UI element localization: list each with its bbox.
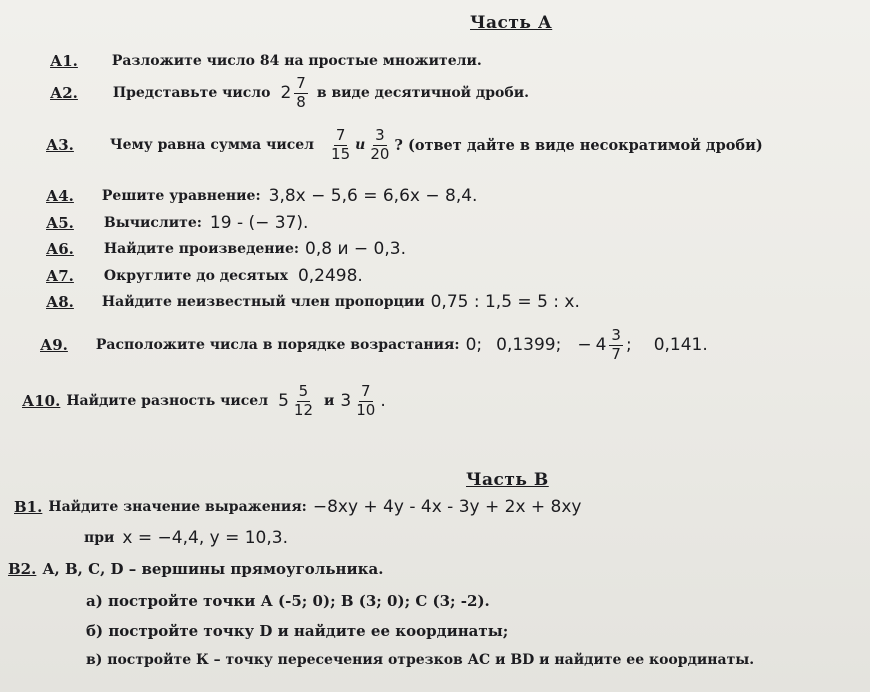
expression: −8xy + 4y - 4x - 3y + 2x + 8xy [312, 497, 582, 517]
task-b2-part-a [86, 592, 490, 610]
numerator: 7 [296, 74, 306, 92]
task-a2 [50, 76, 529, 111]
number: 0; [465, 335, 483, 356]
part-a-title: Часть А [470, 13, 553, 33]
task-text: Найдите значение выражения: [48, 499, 307, 515]
mixed-number-whole: 5 [278, 391, 289, 412]
task-text: Найдите неизвестный член пропорции [101, 294, 425, 310]
task-text: Расположите числа в порядке возрастания: [95, 337, 460, 354]
task-number: А3. [46, 136, 74, 155]
expression: 19 - (− 37). [209, 213, 309, 233]
task-number: А6. [46, 240, 74, 258]
task-number: А5. [46, 214, 74, 232]
fraction [292, 384, 315, 419]
number: 0,2498. [297, 266, 363, 286]
task-a9 [40, 328, 708, 363]
denominator: 20 [370, 144, 390, 163]
mixed-number-whole: 2 [280, 83, 292, 104]
numerator: 7 [360, 382, 371, 400]
task-text: в виде десятичной дроби. [316, 85, 529, 102]
task-a3 [46, 128, 763, 163]
task-b1-values [84, 528, 288, 548]
task-text: Найдите произведение: [103, 241, 300, 257]
task-number: А4. [46, 187, 74, 205]
mixed-number-whole: 4 [595, 335, 607, 356]
task-b2-part-b [86, 622, 508, 640]
subtask-text: в) постройте К – точку пересечения отрезков АС и ВD и найдите ее координаты. [86, 652, 755, 668]
denominator: 8 [296, 92, 306, 111]
fraction [368, 128, 391, 163]
fraction [354, 384, 377, 419]
part-b-title: Часть В [466, 470, 549, 490]
conjunction: и [324, 393, 335, 410]
expression: 0,8 и − 0,3. [305, 239, 406, 259]
fraction [329, 128, 352, 163]
fraction [609, 328, 623, 363]
proportion: 0,75 : 1,5 = 5 : x. [430, 292, 580, 312]
task-number: В1. [14, 498, 43, 516]
task-text: Разложите число 84 на простые множители. [111, 53, 482, 69]
task-a5 [46, 213, 308, 233]
numerator: 3 [375, 126, 385, 144]
number: 0,1399; [496, 335, 562, 356]
variable-values: x = −4,4, y = 10,3. [122, 528, 288, 548]
task-a1 [50, 52, 482, 70]
task-a8 [46, 292, 580, 312]
task-text: при [84, 530, 115, 546]
task-b1 [14, 497, 582, 517]
numerator: 3 [611, 326, 621, 344]
task-a4 [46, 186, 477, 206]
task-text: Чему равна сумма чисел [109, 137, 315, 154]
task-b2-part-c [86, 652, 754, 668]
task-number: А2. [50, 84, 78, 103]
numerator: 7 [335, 126, 346, 144]
task-b2 [8, 560, 383, 578]
period: . [380, 391, 386, 412]
conjunction: и [355, 137, 366, 154]
separator: ; [625, 335, 632, 356]
task-number: А1. [50, 52, 78, 70]
task-number: В2. [8, 560, 37, 578]
number: 0,141. [653, 335, 708, 356]
fraction [294, 76, 308, 111]
task-a6 [46, 239, 406, 259]
task-text: ? (ответ дайте в виде несократимой дроби) [394, 136, 763, 154]
numerator: 5 [298, 382, 309, 400]
denominator: 15 [331, 144, 351, 163]
task-a7 [46, 266, 363, 286]
denominator: 7 [611, 344, 621, 363]
minus-sign: − [577, 335, 592, 356]
task-text: Решите уравнение: [101, 188, 261, 204]
task-number: А8. [46, 293, 74, 311]
equation: 3,8x − 5,6 = 6,6x − 8,4. [268, 186, 478, 206]
mixed-number-whole: 3 [340, 391, 352, 412]
task-a10 [22, 384, 386, 419]
denominator: 12 [293, 400, 313, 419]
task-text: Округлите до десятых [103, 268, 288, 284]
task-text: А, В, С, D – вершины прямоугольника. [42, 560, 384, 578]
subtask-text: б) постройте точку D и найдите ее координаты; [86, 622, 509, 640]
task-number: А10. [22, 392, 61, 411]
task-number: А7. [46, 267, 74, 285]
task-number: А9. [40, 336, 68, 355]
task-text: Вычислите: [103, 215, 202, 231]
subtask-text: а) постройте точки А (-5; 0); В (3; 0); С (3; -2). [86, 592, 490, 610]
denominator: 10 [356, 400, 376, 419]
task-text: Представьте число [112, 85, 271, 102]
task-text: Найдите разность чисел [66, 393, 269, 410]
